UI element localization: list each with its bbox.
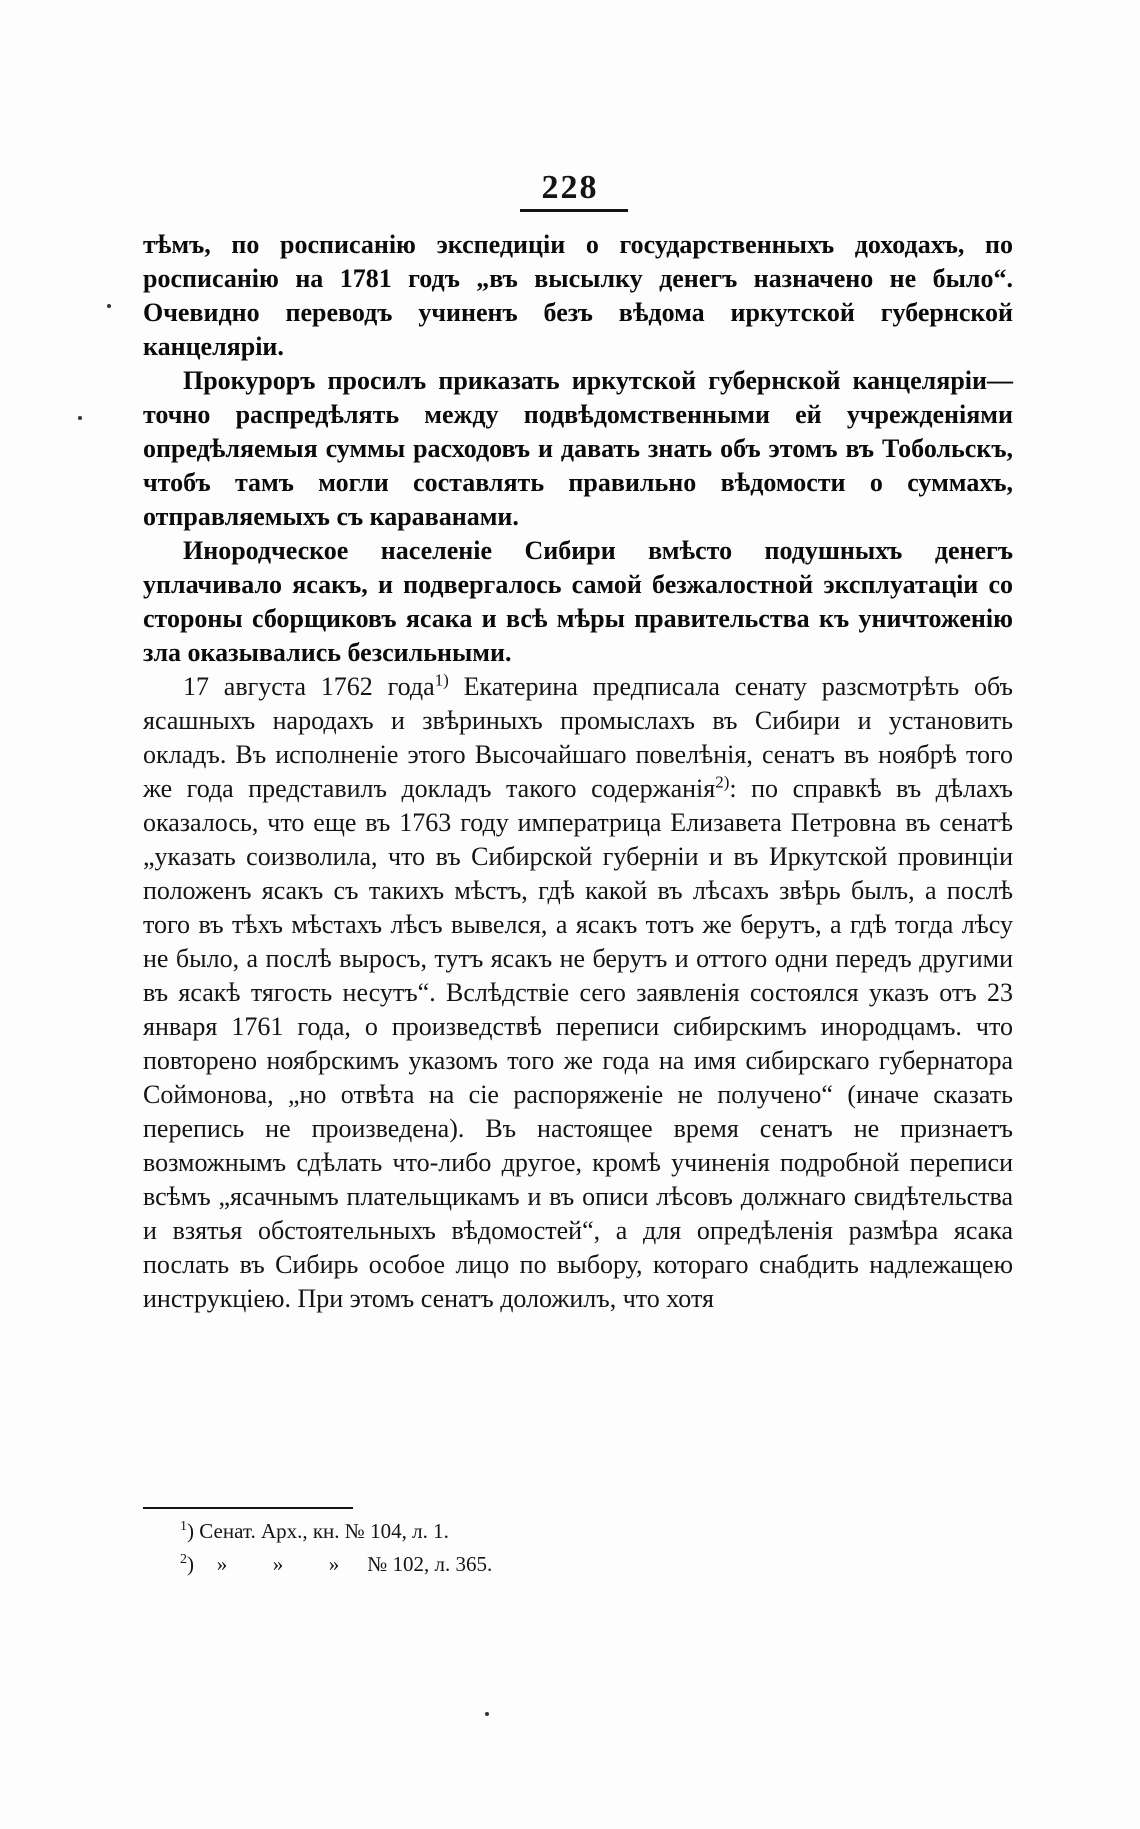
footnote-2-paren: ): [187, 1552, 194, 1576]
ditto-mark: »: [328, 1552, 340, 1576]
footnote-1-text: ) Сенат. Арх., кн. № 104, л. 1.: [187, 1519, 449, 1543]
footnote-2-text: № 102, л. 365.: [367, 1552, 493, 1576]
paragraph-4-tail: : по справкѣ въ дѣлахъ оказалось, что еще въ 1763 году императрица Елизавета Петровна въ сенатѣ „указать соизволила, что въ Сибирской губерніи и въ Иркутской провинціи положенъ ясакъ съ такихъ мѣстъ, гдѣ какой въ лѣсахъ звѣрь былъ, а послѣ того въ тѣхъ мѣстахъ лѣсъ вывелся, а ясакъ тотъ же берутъ, а гдѣ тогда лѣсу не было, а послѣ выросъ, тутъ ясакъ не берутъ и оттого одни передъ другими въ ясакѣ тягость несутъ“. Вслѣдствіе сего заявленія состоялся указъ отъ 23 января 1761 года, о произведствѣ переписи сибирскимъ инородцамъ. что повторено ноябрскимъ указомъ того же года на имя сибирскаго губернатора Соймонова, „но отвѣта на сіе распоряженіе не получено“ (иначе сказать перепись не произведена). Въ настоящее время сенатъ не признаетъ возможнымъ сдѣлать что-либо другое, кромѣ учиненія подробной переписи всѣмъ „ясачнымъ плательщикамъ и въ описи лѣсовъ должнаго свидѣтельства и взятья обстоятельныхъ вѣдомостей“, а для опредѣленія размѣра ясака послать въ Сибирь особое лицо по выбору, котораго снабдить надлежащею инструкціею. При этомъ сенатъ доложилъ, что хотя: [143, 774, 1013, 1313]
ditto-mark: »: [216, 1552, 228, 1576]
main-text: [143, 228, 1013, 1316]
paragraph-1: тѣмъ, по росписанію экспедиціи о государственныхъ доходахъ, по росписанію на 1781 годъ „въ высылку денегъ назначено не было“. Очевидно переводъ учиненъ безъ вѣдома иркутской губернской канцеляріи.: [143, 230, 1013, 361]
paragraph-3: Инородческое населеніе Сибири вмѣсто подушныхъ денегъ уплачивало ясакъ, и подвергалось самой безжалостной эксплуатаціи со стороны сборщиковъ ясака и всѣ мѣры правительства къ уничтоженію зла оказывались безсильными.: [143, 536, 1013, 667]
footnote-rule: [143, 1507, 353, 1509]
paragraph-4: [143, 670, 1013, 1316]
footnote-ref-1: 1): [434, 670, 449, 690]
print-speck: [78, 416, 82, 420]
footnote-2-mark: 2: [180, 1552, 187, 1567]
footnote-ref-2: 2): [715, 772, 730, 792]
paragraph-4-body: Екатерина предписала сенату разсмотрѣть объ ясашныхъ народахъ и звѣриныхъ промыслахъ въ Сибири и установить окладъ. Въ исполненіе этого Высочайшаго повелѣнія, сенатъ въ ноябрѣ того же года представилъ докладъ такого содержанія: [143, 672, 1013, 803]
footnotes: [180, 1515, 880, 1581]
print-speck: [485, 1712, 489, 1716]
ditto-mark: »: [272, 1552, 284, 1576]
page-number-rule: [520, 209, 628, 212]
footnote-1-mark: 1: [180, 1519, 187, 1534]
page-number: 228: [541, 169, 599, 206]
paragraph-2: Прокуроръ просилъ приказать иркутской губернской канцеляріи—точно распредѣлять между подвѣдомственными ей учрежденіями опредѣляемыя суммы расходовъ и давать знать объ этомъ въ Тобольскъ, чтобъ тамъ могли составлять правильно вѣдомости о суммахъ, отправляемыхъ съ караванами.: [143, 366, 1013, 531]
print-speck: [107, 304, 111, 308]
footnote-1: [180, 1515, 880, 1548]
footnote-2: [180, 1548, 880, 1581]
paragraph-4-lead: 17 августа 1762 года: [183, 672, 435, 701]
